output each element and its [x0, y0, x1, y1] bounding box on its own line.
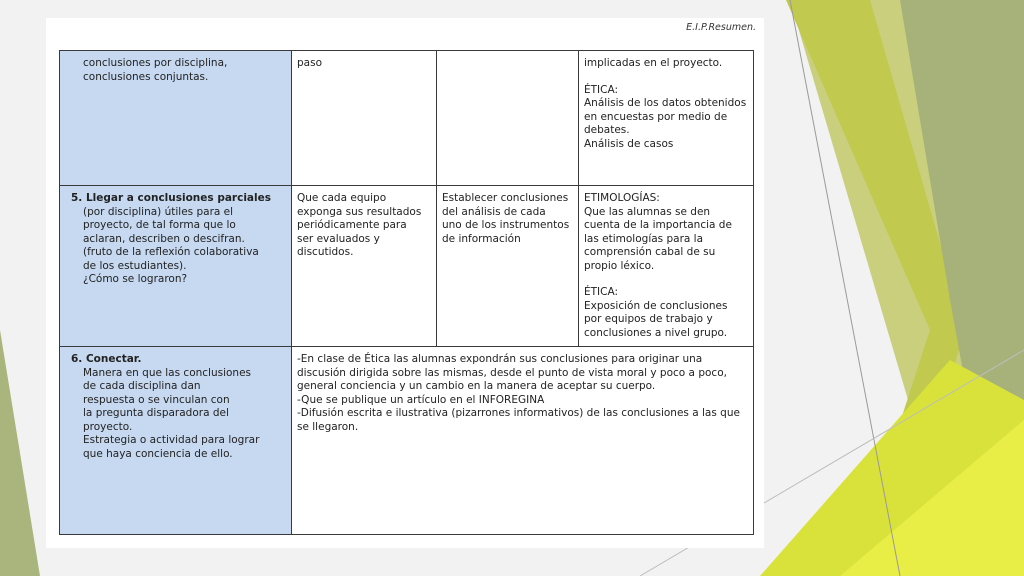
- cell-objective: Establecer conclusiones del análisis de cada uno de los instrumentos de información: [437, 186, 579, 347]
- cell-activity: paso: [292, 51, 437, 186]
- document-page: [46, 18, 764, 548]
- cell-subject: ETIMOLOGÍAS: Que las alumnas se den cuenta de la importancia de las etimologías para la comprensión cabal de su propio léxico. ÉTICA: Exposición de conclusiones por equipos de trabajo y conclusiones a nivel grupo.: [579, 186, 754, 347]
- cell-activity: Que cada equipo exponga sus resultados periódicamente para ser evaluados y discutidos.: [292, 186, 437, 347]
- cell-phase: 6. Conectar. Manera en que las conclusiones de cada disciplina dan respuesta o se vinculan con la pregunta disparadora del proyecto. Estrategia o actividad para lograr que haya conciencia de ello.: [60, 347, 292, 535]
- phase-title: 6. Conectar.: [71, 353, 142, 365]
- cell-phase: conclusiones por disciplina, conclusiones conjuntas.: [60, 51, 292, 186]
- phase-title: 5. Llegar a conclusiones parciales: [71, 192, 271, 204]
- table-row: [60, 347, 754, 535]
- cell-merged-activities: -En clase de Ética las alumnas expondrán sus conclusiones para originar una discusión dirigida sobre las mismas, desde el punto de vista moral y poco a poco, general conciencia y un cambio en la manera de aceptar su cuerpo. -Que se publique un artículo en el INFOREGINA -Difusión escrita e ilustrativa (pizarrones informativos) de las conclusiones a las que se llegaron.: [292, 347, 754, 535]
- cell-subject: implicadas en el proyecto. ÉTICA: Análisis de los datos obtenidos en encuestas por medio de debates. Análisis de casos: [579, 51, 754, 186]
- header-text: E.I.P.Resumen.: [686, 22, 756, 33]
- cell-objective: [437, 51, 579, 186]
- table-row: [60, 51, 754, 186]
- cell-phase: 5. Llegar a conclusiones parciales (por disciplina) útiles para el proyecto, de tal forma que lo aclaran, describen o descifran. (fruto de la reflexión colaborativa de los estudiantes). ¿Cómo se lograron?: [60, 186, 292, 347]
- table-row: [60, 186, 754, 347]
- planning-table: [59, 50, 754, 535]
